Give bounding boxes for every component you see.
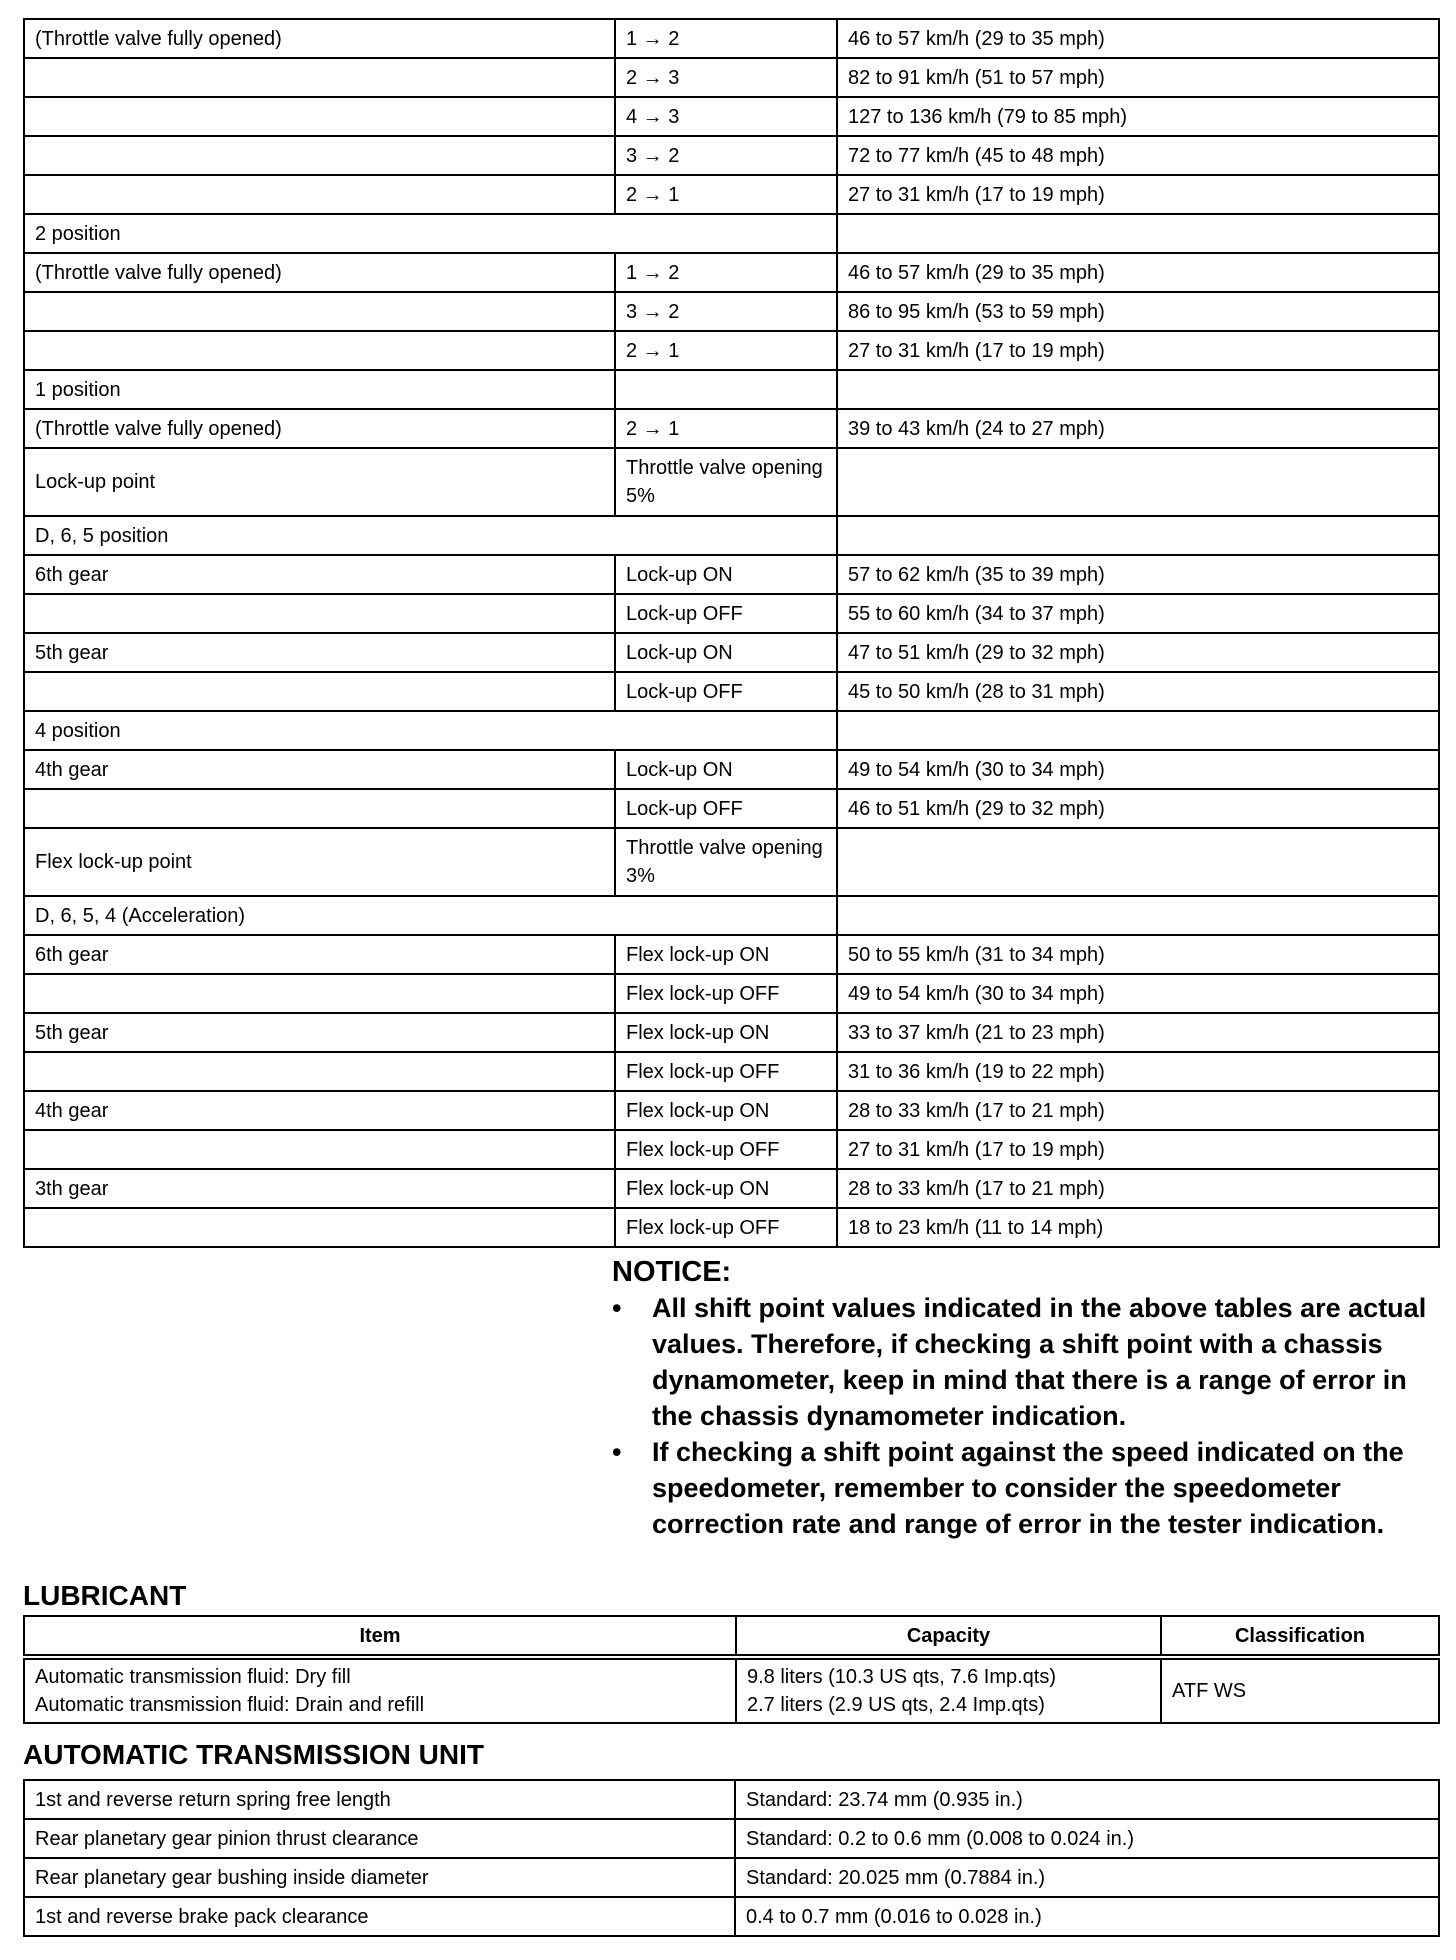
section-label-cell: 2 position	[24, 214, 837, 253]
condition-cell	[24, 292, 615, 331]
condition-cell	[24, 97, 615, 136]
condition-cell: 5th gear	[24, 1013, 615, 1052]
table-row	[24, 516, 1439, 555]
condition-cell	[24, 136, 615, 175]
speed-cell: 49 to 54 km/h (30 to 34 mph)	[837, 974, 1439, 1013]
condition-cell: (Throttle valve fully opened)	[24, 19, 615, 58]
shift-cell: Lock-up OFF	[615, 594, 837, 633]
atu-table	[23, 1779, 1440, 1937]
atu-value: 0.4 to 0.7 mm (0.016 to 0.028 in.)	[735, 1897, 1439, 1936]
table-row	[24, 750, 1439, 789]
atu-value: Standard: 20.025 mm (0.7884 in.)	[735, 1858, 1439, 1897]
table-row	[24, 1013, 1439, 1052]
shift-cell	[615, 370, 837, 409]
section-label-cell: D, 6, 5 position	[24, 516, 837, 555]
notice-item	[612, 1434, 1442, 1542]
bullet-icon: •	[612, 1437, 622, 1467]
speed-cell: 27 to 31 km/h (17 to 19 mph)	[837, 1130, 1439, 1169]
condition-cell: Flex lock-up point	[24, 828, 615, 896]
table-row	[24, 633, 1439, 672]
table-row	[24, 19, 1439, 58]
speed-cell: 46 to 57 km/h (29 to 35 mph)	[837, 253, 1439, 292]
shift-cell: 3 → 2	[615, 136, 837, 175]
table-row	[24, 1819, 1439, 1858]
shift-cell: Flex lock-up OFF	[615, 1208, 837, 1247]
bullet-icon: •	[612, 1293, 622, 1323]
speed-cell	[837, 214, 1439, 253]
table-row	[24, 409, 1439, 448]
condition-cell: (Throttle valve fully opened)	[24, 409, 615, 448]
table-row	[24, 1052, 1439, 1091]
speed-cell	[837, 896, 1439, 935]
speed-cell: 28 to 33 km/h (17 to 21 mph)	[837, 1169, 1439, 1208]
speed-cell: 49 to 54 km/h (30 to 34 mph)	[837, 750, 1439, 789]
atu-item: 1st and reverse brake pack clearance	[24, 1897, 735, 1936]
shift-cell: Lock-up ON	[615, 555, 837, 594]
speed-cell	[837, 828, 1439, 896]
speed-cell: 55 to 60 km/h (34 to 37 mph)	[837, 594, 1439, 633]
atu-value: Standard: 0.2 to 0.6 mm (0.008 to 0.024 in.)	[735, 1819, 1439, 1858]
table-row	[24, 828, 1439, 896]
condition-cell: 3th gear	[24, 1169, 615, 1208]
table-row	[24, 1208, 1439, 1247]
table-row	[24, 292, 1439, 331]
shift-cell: 3 → 2	[615, 292, 837, 331]
condition-cell	[24, 594, 615, 633]
table-row	[24, 1897, 1439, 1936]
table-row	[24, 1091, 1439, 1130]
condition-cell: 5th gear	[24, 633, 615, 672]
table-row	[24, 1657, 1439, 1723]
atu-item: Rear planetary gear bushing inside diameter	[24, 1858, 735, 1897]
table-row	[24, 253, 1439, 292]
table-row	[24, 175, 1439, 214]
condition-cell: 4th gear	[24, 1091, 615, 1130]
table-row	[24, 555, 1439, 594]
shift-cell: Throttle valve opening 5%	[615, 448, 837, 516]
lubricant-table	[23, 1615, 1440, 1724]
speed-cell	[837, 711, 1439, 750]
speed-cell: 45 to 50 km/h (28 to 31 mph)	[837, 672, 1439, 711]
speed-cell: 27 to 31 km/h (17 to 19 mph)	[837, 331, 1439, 370]
speed-cell: 57 to 62 km/h (35 to 39 mph)	[837, 555, 1439, 594]
condition-cell	[24, 331, 615, 370]
speed-cell: 18 to 23 km/h (11 to 14 mph)	[837, 1208, 1439, 1247]
table-row	[24, 974, 1439, 1013]
speed-cell: 82 to 91 km/h (51 to 57 mph)	[837, 58, 1439, 97]
lubricant-item: Automatic transmission fluid: Drain and refill	[35, 1694, 425, 1716]
shift-cell: Flex lock-up OFF	[615, 974, 837, 1013]
table-row	[24, 1130, 1439, 1169]
table-row	[24, 672, 1439, 711]
shift-cell: 2 → 1	[615, 175, 837, 214]
shift-cell: 4 → 3	[615, 97, 837, 136]
condition-cell	[24, 789, 615, 828]
condition-cell	[24, 1208, 615, 1247]
shift-cell: Flex lock-up OFF	[615, 1130, 837, 1169]
table-row	[24, 331, 1439, 370]
section-label-cell: D, 6, 5, 4 (Acceleration)	[24, 896, 837, 935]
table-row	[24, 1780, 1439, 1819]
speed-cell: 33 to 37 km/h (21 to 23 mph)	[837, 1013, 1439, 1052]
notice-title: NOTICE:	[612, 1256, 732, 1288]
shift-point-table-body	[24, 19, 1439, 1247]
lubricant-header-row	[24, 1616, 1439, 1657]
table-row	[24, 1858, 1439, 1897]
speed-cell: 27 to 31 km/h (17 to 19 mph)	[837, 175, 1439, 214]
shift-cell: Lock-up OFF	[615, 672, 837, 711]
speed-cell: 127 to 136 km/h (79 to 85 mph)	[837, 97, 1439, 136]
table-row	[24, 370, 1439, 409]
table-row	[24, 594, 1439, 633]
shift-cell: Flex lock-up ON	[615, 935, 837, 974]
condition-cell: 6th gear	[24, 935, 615, 974]
table-row	[24, 935, 1439, 974]
shift-cell: 2 → 3	[615, 58, 837, 97]
lubricant-item: Automatic transmission fluid: Dry fill	[35, 1666, 351, 1688]
shift-cell: 2 → 1	[615, 331, 837, 370]
atu-heading: AUTOMATIC TRANSMISSION UNIT	[23, 1739, 484, 1770]
atu-item: 1st and reverse return spring free length	[24, 1780, 735, 1819]
condition-cell: (Throttle valve fully opened)	[24, 253, 615, 292]
shift-cell: Flex lock-up ON	[615, 1013, 837, 1052]
shift-cell: Flex lock-up ON	[615, 1169, 837, 1208]
notice-item-text: If checking a shift point against the speed indicated on the speedometer, remember to consider the speedometer correction rate and range of error in the tester indication.	[652, 1437, 1404, 1539]
lubricant-classification: ATF WS	[1161, 1657, 1439, 1723]
condition-cell	[24, 1130, 615, 1169]
speed-cell: 28 to 33 km/h (17 to 21 mph)	[837, 1091, 1439, 1130]
table-row	[24, 711, 1439, 750]
shift-cell: 2 → 1	[615, 409, 837, 448]
lubricant-heading: LUBRICANT	[23, 1580, 187, 1611]
speed-cell	[837, 370, 1439, 409]
table-row	[24, 58, 1439, 97]
notice-item	[612, 1290, 1442, 1434]
speed-cell	[837, 448, 1439, 516]
lubricant-capacity-cell	[736, 1657, 1161, 1723]
notice-item-text: All shift point values indicated in the above tables are actual values. Therefore, if checking a shift point with a chassis dynamometer, keep in mind that there is a range of error in the chassis dynamometer indication.	[652, 1293, 1427, 1431]
shift-cell: Lock-up ON	[615, 750, 837, 789]
section-label-cell: 4 position	[24, 711, 837, 750]
table-row	[24, 896, 1439, 935]
speed-cell: 50 to 55 km/h (31 to 34 mph)	[837, 935, 1439, 974]
lubricant-capacity: 9.8 liters (10.3 US qts, 7.6 Imp.qts)	[747, 1666, 1057, 1688]
speed-cell: 72 to 77 km/h (45 to 48 mph)	[837, 136, 1439, 175]
condition-cell	[24, 58, 615, 97]
table-row	[24, 789, 1439, 828]
shift-cell: Lock-up ON	[615, 633, 837, 672]
condition-cell	[24, 1052, 615, 1091]
shift-point-table	[23, 18, 1440, 1248]
speed-cell: 31 to 36 km/h (19 to 22 mph)	[837, 1052, 1439, 1091]
header-capacity: Capacity	[736, 1616, 1161, 1657]
shift-cell: Throttle valve opening 3%	[615, 828, 837, 896]
notice-list	[612, 1290, 1442, 1542]
condition-cell	[24, 974, 615, 1013]
condition-cell: 1 position	[24, 370, 615, 409]
speed-cell: 46 to 51 km/h (29 to 32 mph)	[837, 789, 1439, 828]
speed-cell: 86 to 95 km/h (53 to 59 mph)	[837, 292, 1439, 331]
speed-cell: 39 to 43 km/h (24 to 27 mph)	[837, 409, 1439, 448]
notice-box	[612, 1254, 1442, 1542]
condition-cell: Lock-up point	[24, 448, 615, 516]
table-row	[24, 214, 1439, 253]
lubricant-item-cell	[24, 1657, 736, 1723]
lubricant-capacity: 2.7 liters (2.9 US qts, 2.4 Imp.qts)	[747, 1694, 1045, 1716]
speed-cell: 46 to 57 km/h (29 to 35 mph)	[837, 19, 1439, 58]
shift-cell: 1 → 2	[615, 19, 837, 58]
speed-cell	[837, 516, 1439, 555]
condition-cell: 6th gear	[24, 555, 615, 594]
table-row	[24, 1169, 1439, 1208]
shift-cell: 1 → 2	[615, 253, 837, 292]
table-row	[24, 448, 1439, 516]
header-classification: Classification	[1161, 1616, 1439, 1657]
speed-cell: 47 to 51 km/h (29 to 32 mph)	[837, 633, 1439, 672]
shift-cell: Flex lock-up OFF	[615, 1052, 837, 1091]
shift-cell: Flex lock-up ON	[615, 1091, 837, 1130]
header-item: Item	[24, 1616, 736, 1657]
condition-cell	[24, 175, 615, 214]
atu-value: Standard: 23.74 mm (0.935 in.)	[735, 1780, 1439, 1819]
table-row	[24, 136, 1439, 175]
shift-cell: Lock-up OFF	[615, 789, 837, 828]
atu-item: Rear planetary gear pinion thrust clearance	[24, 1819, 735, 1858]
condition-cell: 4th gear	[24, 750, 615, 789]
table-row	[24, 97, 1439, 136]
condition-cell	[24, 672, 615, 711]
